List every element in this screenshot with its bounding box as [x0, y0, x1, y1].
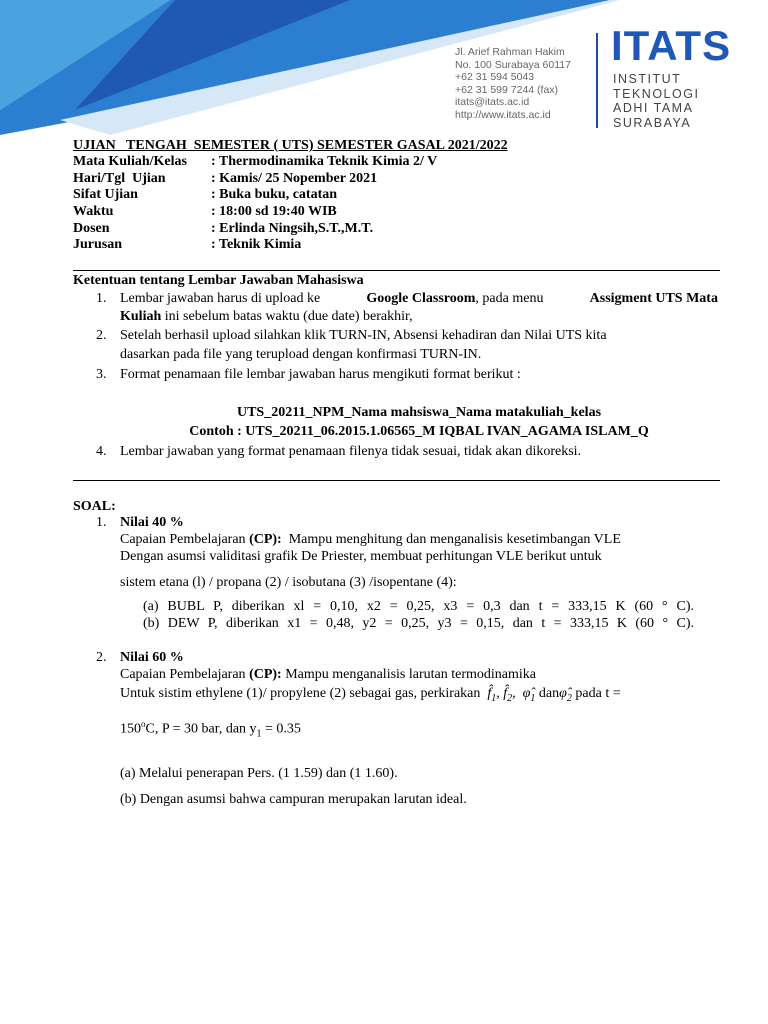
- q1-part-a: (a) BUBL P, diberikan xl = 0,10, x2 = 0,25, x3 = 0,3 dan t = 333,15 K (60 ° C).: [143, 599, 694, 614]
- rule-text: Lembar jawaban harus di upload ke: [120, 291, 321, 306]
- contact-line: http://www.itats.ac.id: [455, 108, 551, 121]
- q2-line3: [120, 716, 301, 742]
- info-value: : Kamis/ 25 Nopember 2021: [211, 171, 378, 186]
- phi2-symbol: $\varphî_2$: [559, 686, 572, 704]
- contact-line: itats@itats.ac.id: [455, 96, 530, 109]
- exam-title: UJIAN TENGAH SEMESTER ( UTS) SEMESTER GASAL 2021/2022: [73, 138, 508, 153]
- q2-text: Untuk sistim ethylene (1)/ propylene (2) sebagai gas, perkirakan: [120, 686, 481, 701]
- q1-line2: Dengan asumsi validitasi grafik De Priester, membuat perhitungan VLE berikut untuk: [120, 549, 602, 564]
- google-classroom-text: Google Classroom: [366, 291, 476, 306]
- info-value: : 18:00 sd 19:40 WIB: [211, 204, 337, 219]
- info-value: : Buka buku, catatan: [211, 187, 338, 202]
- assignment-text: Assigment UTS Mata: [589, 291, 718, 306]
- itats-logo: ITATS: [611, 22, 732, 69]
- rule-text: , pada menu: [475, 291, 544, 306]
- rules-heading: Ketentuan tentang Lembar Jawaban Mahasiswa: [73, 273, 364, 288]
- q1-cp: [120, 532, 621, 548]
- q2-part-a: (a) Melalui penerapan Pers. (1 1.59) dan (1 1.60).: [120, 766, 398, 781]
- rule-2-line2: dasarkan pada file yang terupload dengan konfirmasi TURN-IN.: [120, 347, 482, 362]
- q2-line2: [120, 686, 621, 707]
- cp-abbrev: (CP):: [249, 667, 282, 682]
- info-value: : Thermodinamika Teknik Kimia 2/ V: [211, 154, 438, 169]
- fugacity-symbols: $f̂_1$, $f̂_2$, $\varphî_1$: [483, 686, 536, 704]
- contact-line: Jl. Arief Rahman Hakim: [455, 46, 565, 58]
- rule-text: ini sebelum batas waktu (due date) berakhir,: [161, 309, 413, 324]
- kuliah-text: Kuliah: [120, 309, 162, 324]
- filename-example: Contoh : UTS_20211_06.2015.1.06565_M IQBAL IVAN_AGAMA ISLAM_Q: [189, 424, 649, 439]
- rule-text: [366, 291, 543, 307]
- logo-sub-line: ADHI TAMA: [613, 101, 694, 116]
- divider: [73, 270, 720, 271]
- filename-format: UTS_20211_NPM_Nama mahsiswa_Nama matakuliah_kelas: [236, 405, 602, 420]
- q1-score: Nilai 40 %: [120, 515, 184, 530]
- contact-line: +62 31 594 5043: [455, 71, 535, 84]
- rule-3-text: Format penamaan file lembar jawaban harus mengikuti format berikut :: [120, 367, 521, 382]
- info-label: Waktu: [73, 204, 114, 219]
- soal-heading: SOAL:: [73, 499, 116, 514]
- cp-label: Capaian Pembelajaran: [120, 532, 250, 547]
- temp-value: 150: [120, 721, 141, 737]
- info-label: Sifat Ujian: [73, 187, 138, 202]
- y-value: = 0.35: [261, 721, 301, 737]
- q2-score: Nilai 60 %: [120, 650, 184, 665]
- info-label: Hari/Tgl Ujian: [73, 171, 166, 186]
- cp-label: Capaian Pembelajaran: [120, 667, 250, 682]
- contact-line: +62 31 599 7244 (fax): [455, 83, 559, 96]
- list-number: 1.: [96, 291, 107, 306]
- logo-subtitle: [613, 72, 699, 130]
- q1-line3: sistem etana (l) / propana (2) / isobutana (3) /isopentane (4):: [120, 575, 457, 590]
- list-number: 3.: [96, 367, 107, 382]
- list-number: 4.: [96, 444, 107, 459]
- logo-sub-line: INSTITUT: [613, 72, 682, 86]
- rule-1-line2: [120, 309, 413, 325]
- q2-part-b: (b) Dengan asumsi bahwa campuran merupakan larutan ideal.: [120, 792, 467, 807]
- q2-cp: [120, 667, 536, 683]
- degree-sup: o: [141, 719, 146, 729]
- y-sub: 1: [256, 728, 262, 740]
- q2-dan: dan: [538, 686, 560, 701]
- contact-line: No. 100 Surabaya 60117: [455, 58, 571, 71]
- rule-2-line1: Setelah berhasil upload silahkan klik TURN-IN, Absensi kehadiran dan Nilai UTS kita: [120, 328, 607, 343]
- list-number: 1.: [96, 515, 107, 530]
- info-value: : Teknik Kimia: [211, 237, 302, 252]
- rule-4-text: Lembar jawaban yang format penamaan filenya tidak sesuai, tidak akan dikoreksi.: [120, 444, 582, 459]
- logo-divider: [596, 33, 598, 128]
- cp-text: Mampu menganalisis larutan termodinamika: [281, 667, 536, 682]
- info-value: : Erlinda Ningsih,S.T.,M.T.: [211, 221, 374, 236]
- logo-sub-line: TEKNOLOGI: [613, 86, 700, 101]
- list-number: 2.: [96, 650, 107, 665]
- info-label: Jurusan: [73, 237, 123, 252]
- q2-conditions: C, P = 30 bar, dan y: [145, 721, 257, 737]
- cp-text: Mampu menghitung dan menganalisis kesetimbangan VLE: [281, 532, 621, 547]
- list-number: 2.: [96, 328, 107, 343]
- rule-1-line1: [120, 291, 718, 307]
- info-label: Dosen: [73, 221, 110, 236]
- divider: [73, 480, 720, 481]
- info-label: Mata Kuliah/Kelas: [73, 154, 187, 169]
- contact-info: [455, 46, 571, 122]
- q2-pada: pada t =: [575, 686, 621, 701]
- q1-part-b: (b) DEW P, diberikan x1 = 0,48, y2 = 0,25, y3 = 0,15, dan t = 333,15 K (60 ° C).: [143, 616, 694, 631]
- cp-abbrev: (CP):: [249, 532, 282, 547]
- logo-sub-line: SURABAYA: [613, 115, 692, 130]
